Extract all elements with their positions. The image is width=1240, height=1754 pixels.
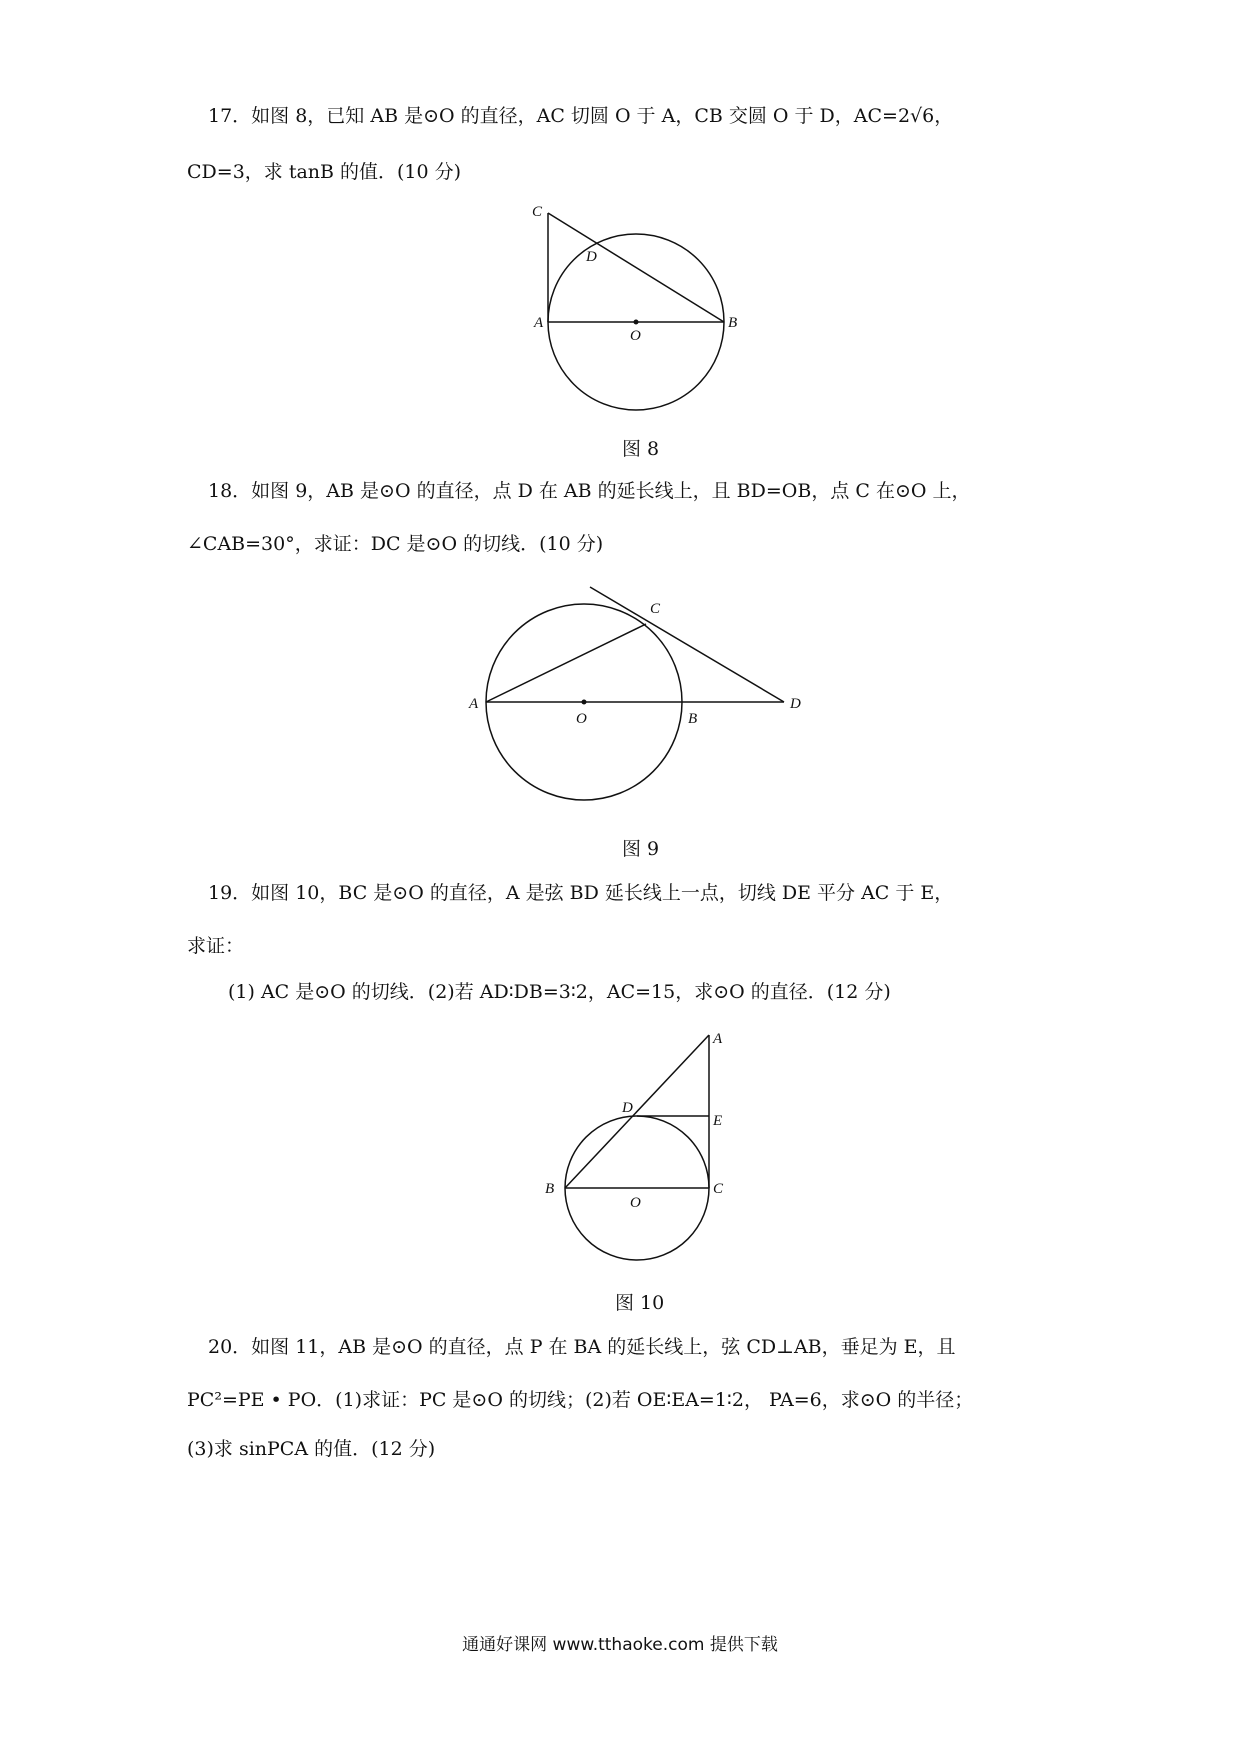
figure-8-label-b: B xyxy=(728,315,738,331)
figure-8-segment-cb xyxy=(548,213,724,322)
problem-18-line-2: ∠CAB=30°，求证：DC 是⊙O 的切线．(10 分) xyxy=(187,533,604,555)
figure-9 xyxy=(465,580,815,805)
figure-8-label-c: C xyxy=(532,204,543,220)
figure-9-label-o: O xyxy=(576,711,587,727)
figure-10-caption: 图 10 xyxy=(615,1292,665,1314)
figure-10-segment-ba xyxy=(565,1035,709,1188)
figure-8-center-dot xyxy=(634,320,639,325)
problem-19-line-3: (1) AC 是⊙O 的切线．(2)若 AD∶DB=3∶2，AC=15，求⊙O 的直径．(12 分) xyxy=(228,981,891,1003)
figure-10-label-d: D xyxy=(622,1100,633,1116)
figure-9-label-a: A xyxy=(469,696,479,712)
figure-10-label-e: E xyxy=(713,1113,723,1129)
problem-20-line-3: (3)求 sinPCA 的值．(12 分) xyxy=(187,1438,436,1460)
figure-8-label-o: O xyxy=(630,328,641,344)
figure-10-label-c: C xyxy=(713,1181,724,1197)
problem-19-line-2: 求证： xyxy=(187,935,245,957)
figure-10-label-a: A xyxy=(713,1031,723,1047)
figure-8-label-d: D xyxy=(586,249,597,265)
figure-9-label-d: D xyxy=(790,696,801,712)
problem-20-line-2: PC²=PE • PO．(1)求证：PC 是⊙O 的切线；(2)若 OE∶EA=1∶2， PA=6，求⊙O 的半径； xyxy=(187,1389,974,1411)
figure-9-label-c: C xyxy=(650,601,661,617)
figure-9-label-b: B xyxy=(688,711,698,727)
page-footer: 通通好课网 www.tthaoke.com 提供下载 xyxy=(462,1635,778,1655)
problem-17-line-1: 17．如图 8，已知 AB 是⊙O 的直径，AC 切圆 O 于 A，CB 交圆 O 于 D，AC=2√6， xyxy=(208,105,954,127)
figure-8-label-a: A xyxy=(534,315,544,331)
problem-20-line-1: 20．如图 11，AB 是⊙O 的直径，点 P 在 BA 的延长线上，弦 CD⊥AB，垂足为 E，且 xyxy=(208,1336,956,1358)
figure-9-caption: 图 9 xyxy=(622,838,660,860)
figure-9-segment-ac xyxy=(486,624,646,702)
figure-9-tangent-dc xyxy=(590,587,784,702)
problem-19-line-1: 19．如图 10，BC 是⊙O 的直径，A 是弦 BD 延长线上一点，切线 DE 平分 AC 于 E， xyxy=(208,882,954,904)
figure-8 xyxy=(520,195,750,420)
figure-10-label-b: B xyxy=(545,1181,555,1197)
problem-18-line-1: 18．如图 9，AB 是⊙O 的直径，点 D 在 AB 的延长线上，且 BD=OB，点 C 在⊙O 上， xyxy=(208,480,971,502)
figure-10-label-o: O xyxy=(630,1195,641,1211)
problem-17-line-2: CD=3，求 tanB 的值．(10 分) xyxy=(187,161,462,183)
figure-9-center-dot xyxy=(582,700,587,705)
figure-10 xyxy=(540,1025,740,1270)
figure-8-caption: 图 8 xyxy=(622,438,660,460)
